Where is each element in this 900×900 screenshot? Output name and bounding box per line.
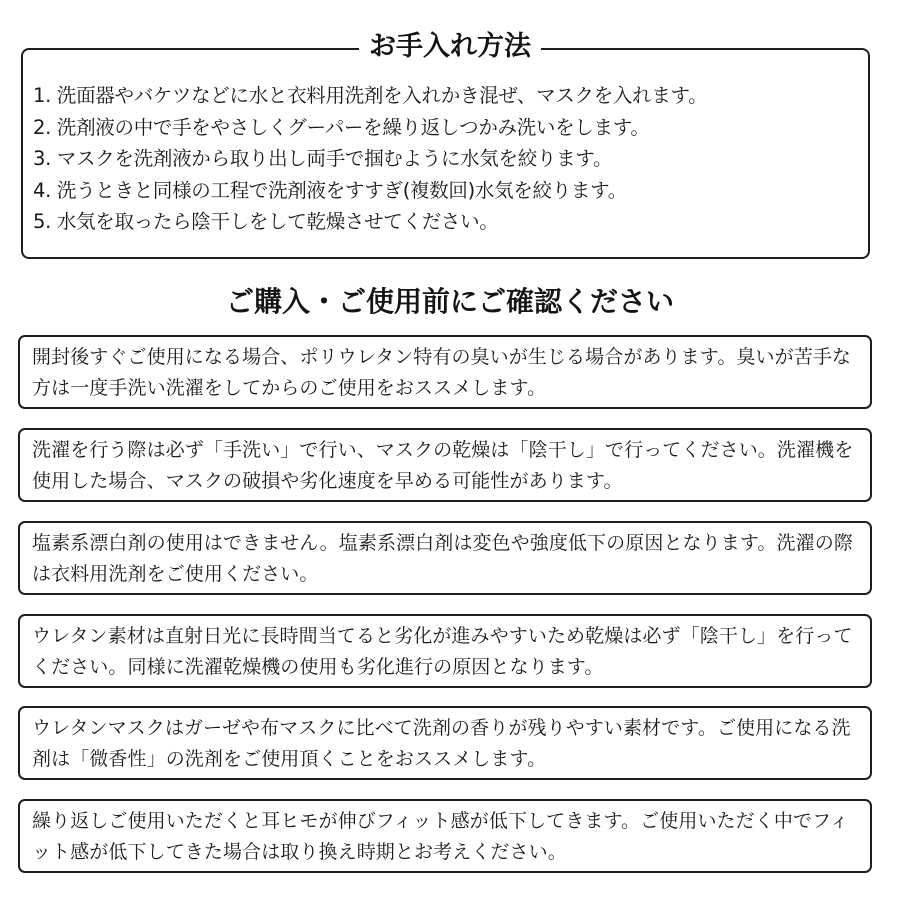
care-step-4: 4. 洗うときと同様の工程で洗剤液をすすぎ(複数回)水気を絞ります。 [33,178,627,202]
precaution-bleach: 塩素系漂白剤の使用はできません。塩素系漂白剤は変色や強度低下の原因となります。洗濯の際は衣料用洗剤をご使用ください。 [18,521,872,595]
precaution-hand-wash: 洗濯を行う際は必ず「手洗い」で行い、マスクの乾燥は「陰干し」で行ってください。洗濯機を使用した場合、マスクの破損や劣化速度を早める可能性があります。 [18,428,872,502]
precaution-odor: 開封後すぐご使用になる場合、ポリウレタン特有の臭いが生じる場合があります。臭いが苦手な方は一度手洗い洗濯をしてからのご使用をおススメします。 [18,335,872,409]
precautions-title: ご購入・ご使用前にご確認ください [225,285,674,318]
care-instructions-title [0,27,900,67]
care-instructions-title-text: お手入れ方法 [359,31,541,62]
care-steps-list [33,80,707,238]
care-step-5: 5. 水気を取ったら陰干しをして乾燥させてください。 [33,210,499,233]
precaution-sunlight: ウレタン素材は直射日光に長時間当てると劣化が進みやすいため乾燥は必ず「陰干し」を行ってください。同様に洗濯乾燥機の使用も劣化進行の原因となります。 [18,614,872,688]
care-step-2: 2. 洗剤液の中で手をやさしくグーパーを繰り返しつかみ洗いをします。 [33,115,650,139]
care-step-1: 1. 洗面器やバケツなどに水と衣料用洗剤を入れかき混ぜ、マスクを入れます。 [33,84,708,107]
care-step-3: 3. マスクを洗剤液から取り出し両手で掴むように水気を絞ります。 [33,147,613,170]
precaution-ear-loop-fit: 繰り返しご使用いただくと耳ヒモが伸びフィット感が低下してきます。ご使用いただく中でフィット感が低下してきた場合は取り換え時期とお考えください。 [18,799,872,873]
precaution-detergent-scent: ウレタンマスクはガーゼや布マスクに比べて洗剤の香りが残りやすい素材です。ご使用になる洗剤は「微香性」の洗剤をご使用頂くことをおススメします。 [18,706,872,780]
